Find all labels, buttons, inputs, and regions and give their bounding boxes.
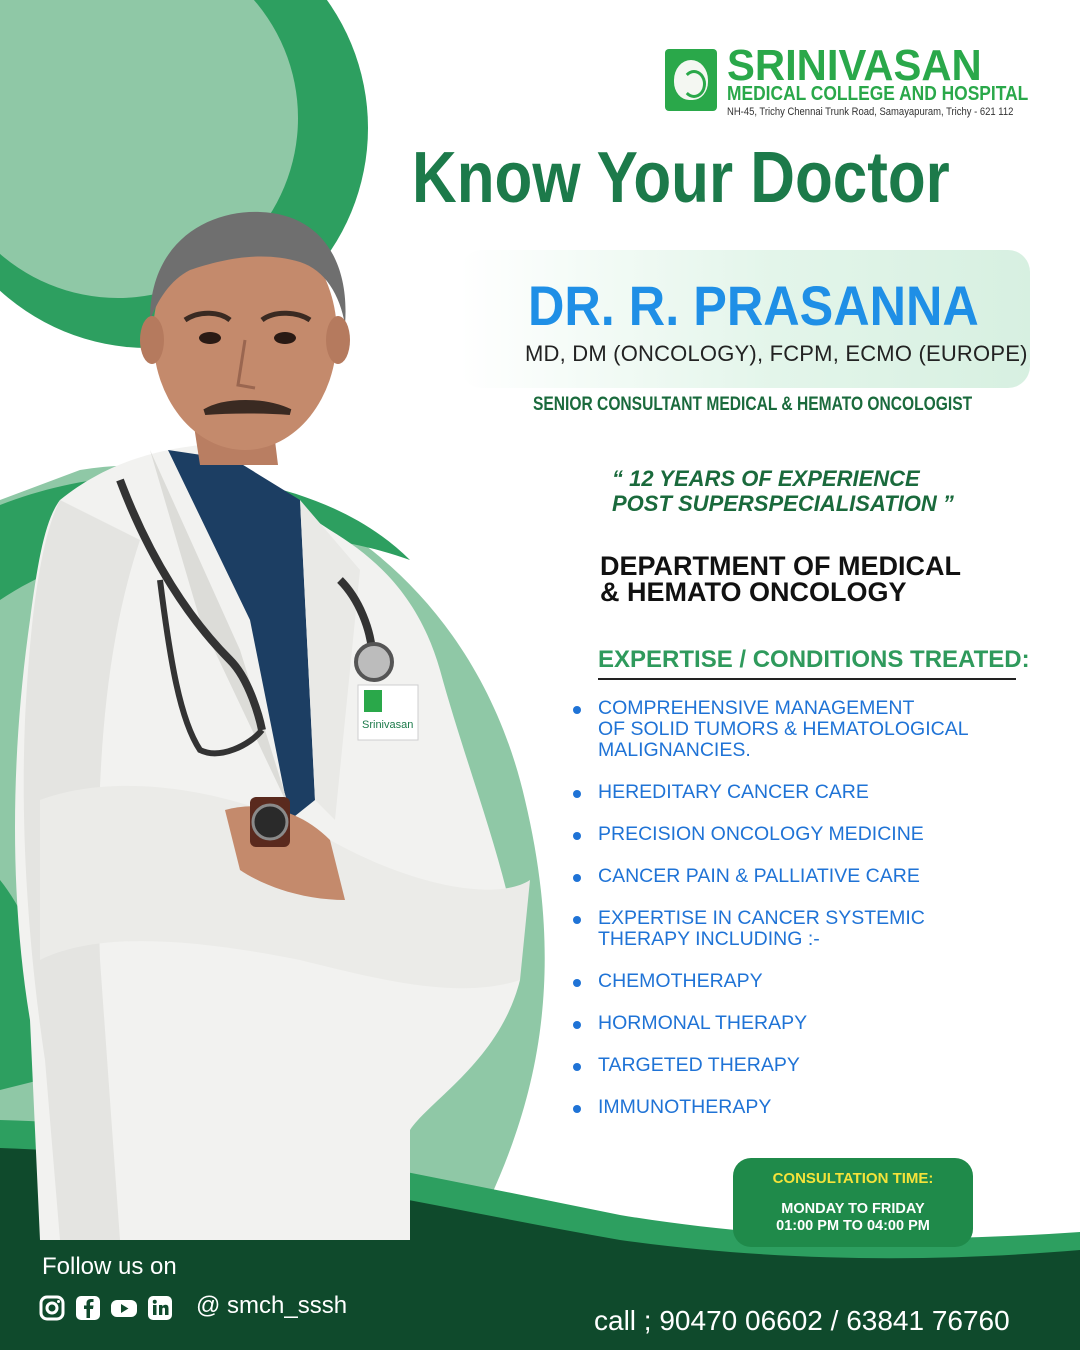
experience-quote xyxy=(612,466,954,516)
bullet-icon xyxy=(573,832,581,840)
hospital-logo xyxy=(665,41,1035,126)
call-numbers[interactable]: call ; 90470 06602 / 63841 76760 xyxy=(594,1305,1010,1336)
logo-address: NH-45, Trichy Chennai Trunk Road, Samayapuram, Trichy - 621 112 xyxy=(727,106,1014,118)
facebook-icon[interactable] xyxy=(74,1294,102,1322)
expertise-heading: EXPERTISE / CONDITIONS TREATED: xyxy=(598,646,1030,673)
list-item: PRECISION ONCOLOGY MEDICINE xyxy=(572,824,1042,845)
list-item: CHEMOTHERAPY xyxy=(572,971,1042,992)
consultation-time-badge xyxy=(733,1158,973,1247)
doctor-degrees: MD, DM (ONCOLOGY), FCPM, ECMO (EUROPE) xyxy=(525,341,1028,366)
social-handle[interactable]: @ smch_sssh xyxy=(196,1292,348,1319)
coat-badge-text: Srinivasan xyxy=(362,719,414,731)
bullet-icon xyxy=(573,790,581,798)
bullet-icon xyxy=(573,916,581,924)
list-item: HORMONAL THERAPY xyxy=(572,1013,1042,1034)
social-icons xyxy=(38,1293,182,1323)
department-line-1: DEPARTMENT OF MEDICAL xyxy=(600,551,961,581)
page-title: Know Your Doctor xyxy=(412,138,950,218)
bullet-icon xyxy=(573,874,581,882)
quote-line-2: POST SUPERSPECIALISATION ” xyxy=(612,491,954,516)
logo-emblem-icon xyxy=(665,49,717,111)
list-item: TARGETED THERAPY xyxy=(572,1055,1042,1076)
list-item: HEREDITARY CANCER CARE xyxy=(572,782,1042,803)
logo-name: SRINIVASAN xyxy=(727,41,982,90)
bullet-icon xyxy=(573,1105,581,1113)
doctor-name: DR. R. PRASANNA xyxy=(528,274,979,337)
linkedin-icon[interactable] xyxy=(146,1294,174,1322)
department-heading xyxy=(600,553,961,605)
list-item: IMMUNOTHERAPY xyxy=(572,1097,1042,1118)
bullet-icon xyxy=(573,1063,581,1071)
consultation-hours: 01:00 PM TO 04:00 PM xyxy=(776,1218,930,1234)
department-line-2: & HEMATO ONCOLOGY xyxy=(600,577,907,607)
bullet-icon xyxy=(573,706,581,714)
consultation-label: CONSULTATION TIME: xyxy=(772,1170,934,1187)
doctor-title: SENIOR CONSULTANT MEDICAL & HEMATO ONCOLOGIST xyxy=(533,394,973,415)
instagram-icon[interactable] xyxy=(38,1294,66,1322)
bullet-icon xyxy=(573,1021,581,1029)
list-item: CANCER PAIN & PALLIATIVE CARE xyxy=(572,866,1042,887)
bullet-icon xyxy=(573,979,581,987)
list-item: EXPERTISE IN CANCER SYSTEMIC THERAPY INCLUDING :- xyxy=(572,908,1042,950)
follow-us-label: Follow us on xyxy=(42,1253,177,1280)
expertise-list xyxy=(572,698,1042,1139)
consultation-days: MONDAY TO FRIDAY xyxy=(781,1201,925,1217)
logo-subtitle: MEDICAL COLLEGE AND HOSPITAL xyxy=(727,83,1029,105)
quote-line-1: “ 12 YEARS OF EXPERIENCE xyxy=(612,466,920,491)
expertise-divider xyxy=(598,678,1016,680)
list-item: COMPREHENSIVE MANAGEMENT OF SOLID TUMORS & HEMATOLOGICAL MALIGNANCIES. xyxy=(572,698,1042,761)
youtube-icon[interactable] xyxy=(110,1294,138,1322)
